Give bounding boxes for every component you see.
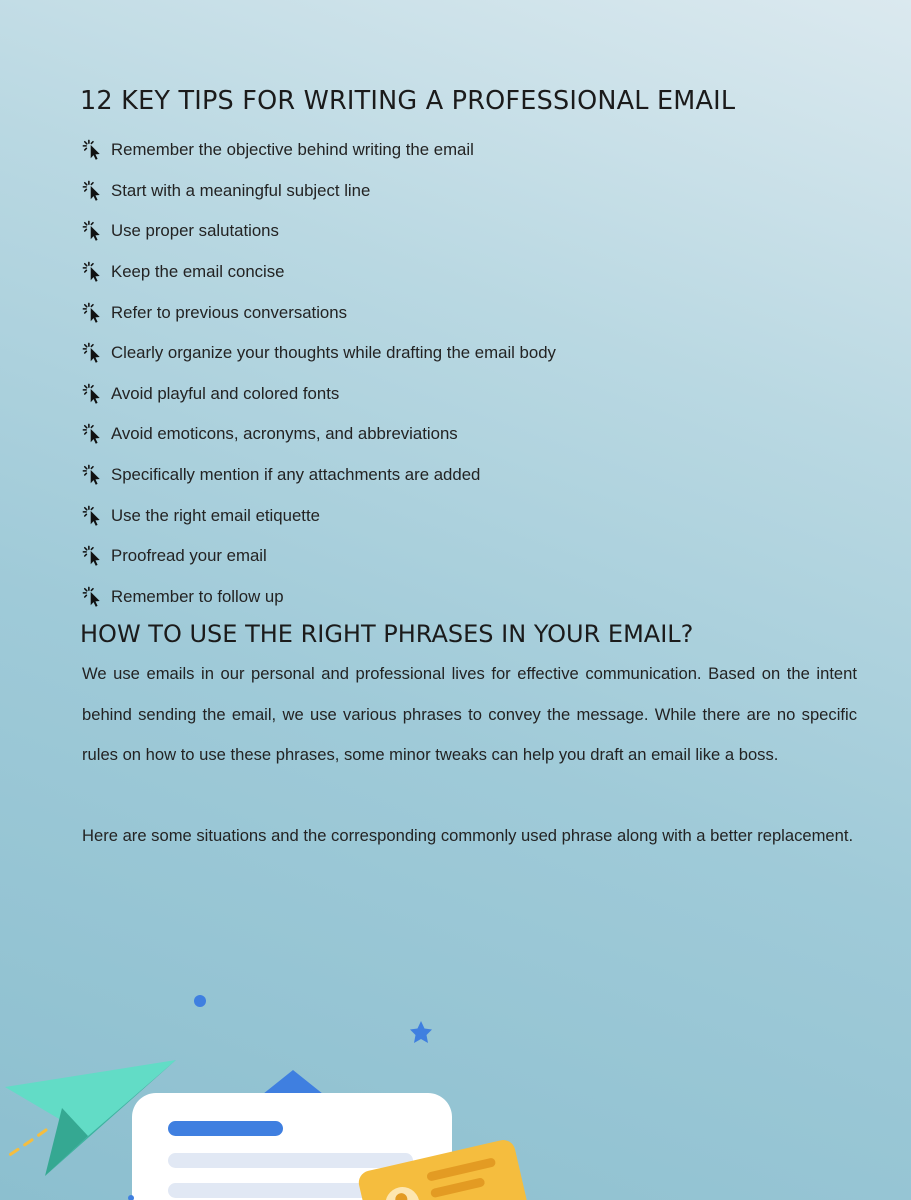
tip-item-10 <box>82 495 556 536</box>
cursor-click-icon <box>82 505 104 527</box>
tip-item-7 <box>82 374 556 415</box>
cursor-click-icon <box>82 545 104 567</box>
tip-text: Start with a meaningful subject line <box>111 180 371 200</box>
tip-item-12 <box>82 577 556 618</box>
tip-text: Remember the objective behind writing the email <box>111 140 474 160</box>
tip-text: Clearly organize your thoughts while drafting the email body <box>111 343 556 363</box>
tip-text: Specifically mention if any attachments are added <box>111 465 481 485</box>
tip-item-8 <box>82 414 556 455</box>
tip-text: Use proper salutations <box>111 221 279 241</box>
cursor-click-icon <box>82 261 104 283</box>
star-icon <box>410 1021 432 1043</box>
plane-trail <box>5 1130 46 1158</box>
tip-item-6 <box>82 333 556 374</box>
email-card-header-line <box>168 1121 283 1136</box>
page-title: 12 KEY TIPS FOR WRITING A PROFESSIONAL EMAIL <box>80 86 736 116</box>
tip-item-3 <box>82 211 556 252</box>
cursor-click-icon <box>82 586 104 608</box>
tip-text: Proofread your email <box>111 546 267 566</box>
cursor-click-icon <box>82 139 104 161</box>
tip-item-1 <box>82 130 556 171</box>
cursor-click-icon <box>82 220 104 242</box>
tip-text: Avoid playful and colored fonts <box>111 383 340 403</box>
tip-text: Avoid emoticons, acronyms, and abbreviations <box>111 424 458 444</box>
email-illustration <box>0 980 911 1200</box>
tip-item-9 <box>82 455 556 496</box>
tip-item-4 <box>82 252 556 293</box>
tip-text: Use the right email etiquette <box>111 505 320 525</box>
tip-item-5 <box>82 292 556 333</box>
tip-text: Keep the email concise <box>111 262 285 282</box>
cursor-click-icon <box>82 383 104 405</box>
tip-item-11 <box>82 536 556 577</box>
situations-paragraph: Here are some situations and the corresponding commonly used phrase along with a better replacement. <box>82 826 854 845</box>
intro-paragraph: We use emails in our personal and professional lives for effective communication. Based on the intent behind sending the email, we use various phrases to convey the message. While there are no specific rules on how to use these phrases, some minor tweaks can help you draft an email like a boss. <box>82 664 857 765</box>
email-card-line <box>168 1153 413 1168</box>
tips-list <box>82 130 556 617</box>
tip-item-2 <box>82 171 556 212</box>
cursor-click-icon <box>82 342 104 364</box>
decorative-dot <box>194 995 206 1007</box>
cursor-click-icon <box>82 423 104 445</box>
cursor-click-icon <box>82 180 104 202</box>
section-heading: HOW TO USE THE RIGHT PHRASES IN YOUR EMAIL? <box>80 620 694 648</box>
cursor-click-icon <box>82 464 104 486</box>
tip-text: Refer to previous conversations <box>111 302 347 322</box>
cursor-click-icon <box>82 302 104 324</box>
email-card-line <box>168 1183 378 1198</box>
tip-text: Remember to follow up <box>111 586 284 606</box>
